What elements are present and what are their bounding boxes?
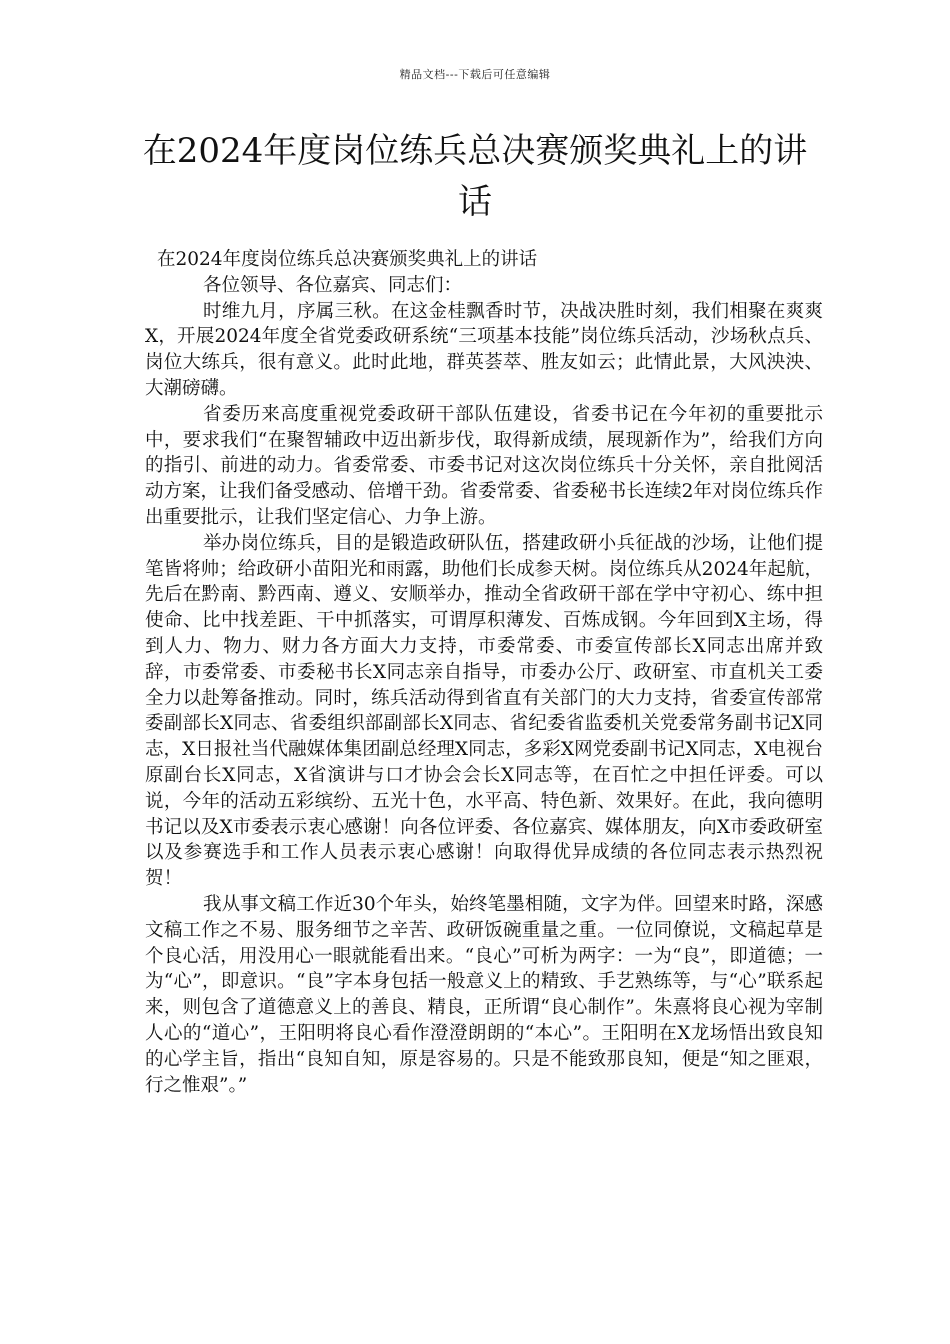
paragraph: 省委历来高度重视党委政研干部队伍建设，省委书记在今年初的重要批示中，要求我们“在聚智辅政中迈出新步伐，取得新成绩，展现新作为”，给我们方向的指引、前进的动力。省委常委、市委书记对这次岗位练兵十分关怀，亲自批阅活动方案，让我们备受感动、倍增干劲。省委常委、省委秘书长连续2年对岗位练兵作出重要批示，让我们坚定信心、力争上游。 — [145, 403, 823, 528]
paragraph: 时维九月，序属三秋。在这金桂飘香时节，决战决胜时刻，我们相聚在爽爽X，开展2024年度全省党委政研系统“三项基本技能”岗位练兵活动，沙场秋点兵、岗位大练兵，很有意义。此时此地，群英荟萃、胜友如云；此情此景，大风泱泱、大潮磅礴。 — [145, 300, 823, 399]
document-body — [145, 247, 823, 1098]
salutation: 各位领导、各位嘉宾、同志们： — [203, 274, 463, 296]
header-note: 精品文档---下载后可任意编辑 — [399, 68, 551, 81]
speech-subtitle: 在2024年度岗位练兵总决赛颁奖典礼上的讲话 — [157, 249, 538, 270]
paragraph: 我从事文稿工作近30个年头，始终笔墨相随，文字为伴。回望来时路，深感文稿工作之不易、服务细节之辛苦、政研饭碗重量之重。一位同僚说，文稿起草是个良心活，用没用心一眼就能看出来。“良心”可析为两字：一为“良”，即道德；一为“心”，即意识。“良”字本身包括一般意义上的精致、手艺熟练等，与“心”联系起来，则包含了道德意义上的善良、精良，正所谓“良心制作”。朱熹将良心视为宰制人心的“道心”，王阳明将良心看作澄澄朗朗的“本心”。王阳明在X龙场悟出致良知的心学主旨，指出“良知自知，原是容易的。只是不能致那良知，便是“知之匪艰，行之惟艰”。” — [145, 893, 823, 1096]
paragraph: 举办岗位练兵，目的是锻造政研队伍，搭建政研小兵征战的沙场，让他们提笔皆将帅；给政研小苗阳光和雨露，助他们长成参天树。岗位练兵从2024年起航，先后在黔南、黔西南、遵义、安顺举办，推动全省政研干部在学中守初心、练中担使命、比中找差距、干中抓落实，可谓厚积薄发、百炼成钢。今年回到X主场，得到人力、物力、财力各方面大力支持，市委常委、市委宣传部长X同志出席并致辞，市委常委、市委秘书长X同志亲自指导，市委办公厅、政研室、市直机关工委全力以赴筹备推动。同时，练兵活动得到省直有关部门的大力支持，省委宣传部常委副部长X同志、省委组织部副部长X同志、省纪委省监委机关党委常务副书记X同志，X日报社当代融媒体集团副总经理X同志，多彩X网党委副书记X同志，X电视台原副台长X同志，X省演讲与口才协会会长X同志等，在百忙之中担任评委。可以说，今年的活动五彩缤纷、五光十色，水平高、特色新、效果好。在此，我向德明书记以及X市委表示衷心感谢！向各位评委、各位嘉宾、媒体朋友，向X市委政研室以及参赛选手和工作人员表示衷心感谢！向取得优异成绩的各位同志表示热烈祝贺！ — [145, 532, 823, 890]
document-title: 在2024年度岗位练兵总决赛颁奖典礼上的讲话 — [142, 131, 808, 222]
